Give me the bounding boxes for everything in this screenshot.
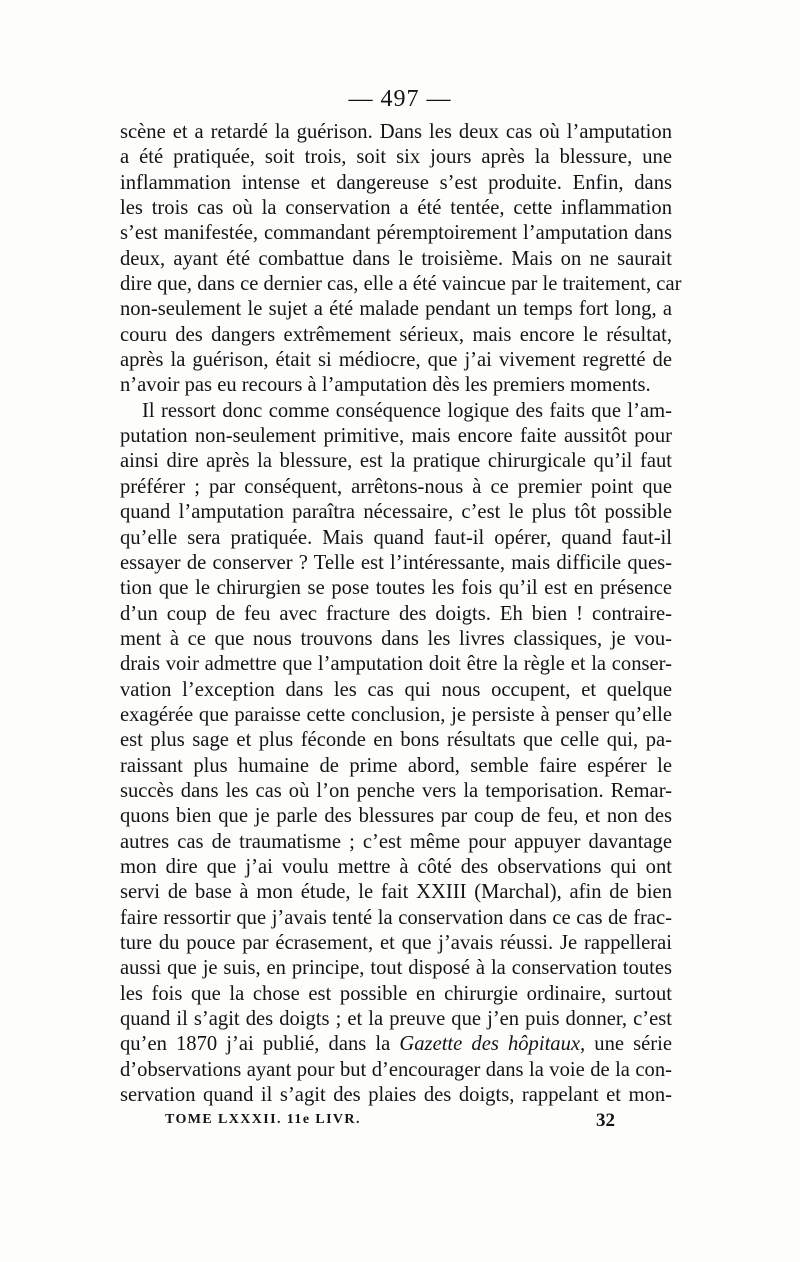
text-fragment: qu’en 1870 j’ai publié, dans la <box>120 1033 400 1056</box>
text-line: préférer ; par conséquent, arrêtons-nous à ce premier point que <box>120 475 672 498</box>
text-line: les trois cas où la conservation a été tentée, cette inflammation <box>120 197 672 220</box>
text-line: les fois que la chose est possible en chirurgie ordinaire, surtout <box>120 982 672 1005</box>
text-line: drais voir admettre que l’amputation doit être la règle et la conser- <box>120 653 672 676</box>
text-line: servi de base à mon étude, le fait XXIII (Marchal), afin de bien <box>120 881 672 904</box>
text-line-with-italic <box>120 1032 672 1057</box>
text-line: quons bien que je parle des blessures par coup de feu, et non des <box>120 805 672 828</box>
body-text <box>120 120 682 1108</box>
text-line: d’observations ayant pour but d’encourager dans la voie de la con- <box>120 1058 672 1081</box>
text-line: exagérée que paraisse cette conclusion, je persiste à penser qu’elle <box>120 703 672 726</box>
page-header: — 497 — <box>348 86 452 112</box>
text-line: a été pratiquée, soit trois, soit six jours après la blessure, une <box>120 146 672 169</box>
text-line: n’avoir pas eu recours à l’amputation dès les premiers moments. <box>120 374 651 397</box>
text-line: non-seulement le sujet a été malade pendant un temps fort long, a <box>120 298 672 321</box>
text-line: couru des dangers extrêmement sérieux, mais encore le résultat, <box>120 323 672 346</box>
text-line: aussi que je suis, en principe, tout disposé à la conservation toutes <box>120 957 672 980</box>
text-fragment: une série <box>585 1033 673 1056</box>
text-line: raissant plus humaine de prime abord, semble faire espérer le <box>120 754 672 777</box>
text-line: essayer de conserver ? Telle est l’intéressante, mais difficile ques- <box>120 551 672 574</box>
signature-number: 32 <box>596 1110 615 1131</box>
italic-journal-title: Gazette des hôpitaux, <box>399 1033 586 1056</box>
text-line: ment à ce que nous trouvons dans les livres classiques, je vou- <box>120 627 672 650</box>
text-line: ture du pouce par écrasement, et que j’avais réussi. Je rappellerai <box>120 932 672 954</box>
text-line: après la guérison, était si médiocre, que j’ai vivement regretté de <box>120 349 672 372</box>
text-line: scène et a retardé la guérison. Dans les deux cas où l’amputation <box>120 121 672 143</box>
text-line: faire ressortir que j’avais tenté la conservation dans ce cas de frac- <box>120 906 672 929</box>
text-line: quand l’amputation paraîtra nécessaire, c’est le plus tôt possible <box>120 501 672 524</box>
text-line: qu’elle sera pratiquée. Mais quand faut-il opérer, quand faut-il <box>120 526 672 549</box>
text-line: servation quand il s’agit des plaies des doigts, rappelant et mon- <box>120 1084 672 1107</box>
text-line: inflammation intense et dangereuse s’est produite. Enfin, dans <box>120 171 672 194</box>
text-line: succès dans les cas où l’on penche vers la temporisation. Remar- <box>120 779 672 802</box>
text-line: Il ressort donc comme conséquence logique des faits que l’am- <box>142 399 672 422</box>
page-footer <box>165 1110 615 1132</box>
text-line: quand il s’agit des doigts ; et la preuve que j’en puis donner, c’est <box>120 1008 672 1031</box>
text-line: tion que le chirurgien se pose toutes les fois qu’il est en présence <box>120 577 672 600</box>
text-line: est plus sage et plus féconde en bons résultats que celle qui, pa- <box>120 729 672 752</box>
text-line: mon dire que j’ai voulu mettre à côté des observations qui ont <box>120 855 672 878</box>
text-line: dire que, dans ce dernier cas, elle a été vaincue par le traitement, car <box>120 273 682 296</box>
printer-signature: TOME LXXXII. 11e LIVR. <box>165 1112 361 1127</box>
text-line: d’un coup de feu avec fracture des doigts. Eh bien ! contraire- <box>120 602 672 625</box>
text-line: vation l’exception dans les cas qui nous occupent, et quelque <box>120 678 672 701</box>
text-line: ainsi dire après la blessure, est la pratique chirurgicale qu’il faut <box>120 450 672 473</box>
text-line: deux, ayant été combattue dans le troisième. Mais on ne saurait <box>120 247 672 270</box>
text-line: autres cas de traumatisme ; c’est même pour appuyer davantage <box>120 830 672 853</box>
text-line: s’est manifestée, commandant péremptoirement l’amputation dans <box>120 222 672 245</box>
text-line: putation non-seulement primitive, mais encore faite aussitôt pour <box>120 425 672 448</box>
